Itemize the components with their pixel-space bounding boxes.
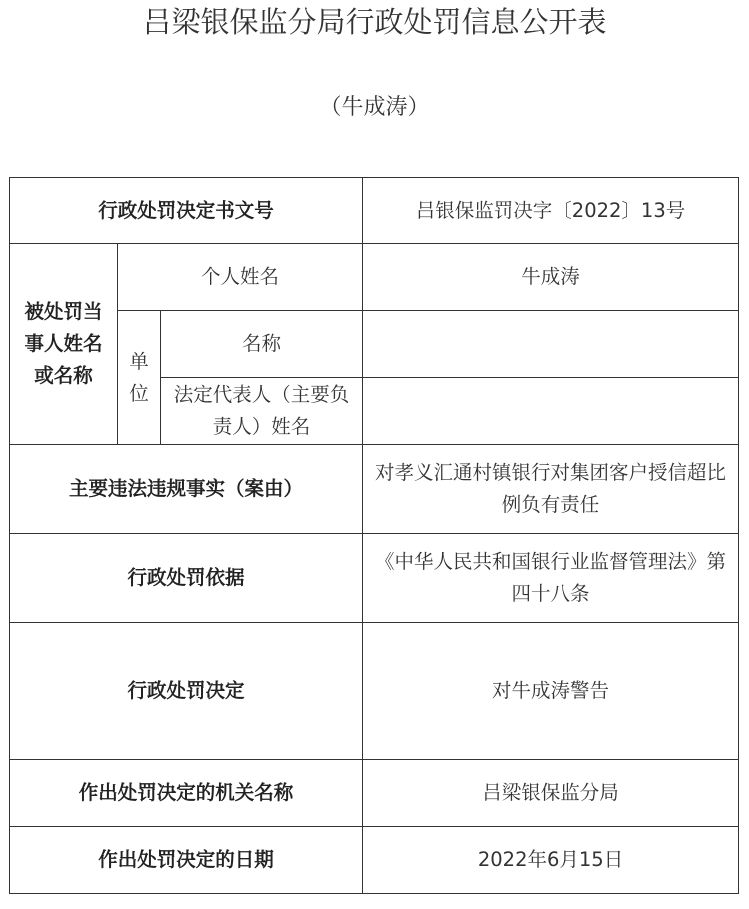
basis-value: 《中华人民共和国银行业监督管理法》第四十八条 xyxy=(363,534,739,623)
date-label: 作出处罚决定的日期 xyxy=(10,827,363,894)
decision-label: 行政处罚决定 xyxy=(10,623,363,760)
decision-value: 对牛成涛警告 xyxy=(363,623,739,760)
facts-value: 对孝义汇通村镇银行对集团客户授信超比例负有责任 xyxy=(363,445,739,534)
decision-number-label: 行政处罚决定书文号 xyxy=(10,178,363,244)
unit-label: 单位 xyxy=(118,311,161,445)
table-row-date xyxy=(10,827,739,894)
table-row-authority xyxy=(10,760,739,827)
table-row-individual-name xyxy=(10,244,739,311)
table-row-basis xyxy=(10,534,739,623)
legal-rep-label: 法定代表人（主要负责人）姓名 xyxy=(161,378,363,445)
individual-name-label: 个人姓名 xyxy=(118,244,363,311)
table-row-unit-name xyxy=(10,311,739,378)
individual-name-value: 牛成涛 xyxy=(363,244,739,311)
table-row-facts xyxy=(10,445,739,534)
basis-label: 行政处罚依据 xyxy=(10,534,363,623)
authority-value: 吕梁银保监分局 xyxy=(363,760,739,827)
authority-label: 作出处罚决定的机关名称 xyxy=(10,760,363,827)
party-label: 被处罚当事人姓名或名称 xyxy=(10,244,118,445)
date-value: 2022年6月15日 xyxy=(363,827,739,894)
page-subtitle: （牛成涛） xyxy=(319,95,430,120)
page-title: 吕梁银保监分局行政处罚信息公开表 xyxy=(142,5,607,39)
unit-name-label: 名称 xyxy=(161,311,363,378)
legal-rep-value xyxy=(363,378,739,445)
facts-label: 主要违法违规事实（案由） xyxy=(10,445,363,534)
table-row-decision-number xyxy=(10,178,739,244)
unit-name-value xyxy=(363,311,739,378)
penalty-info-table xyxy=(9,177,739,894)
table-row-decision xyxy=(10,623,739,760)
decision-number-value: 吕银保监罚决字〔2022〕13号 xyxy=(363,178,739,244)
